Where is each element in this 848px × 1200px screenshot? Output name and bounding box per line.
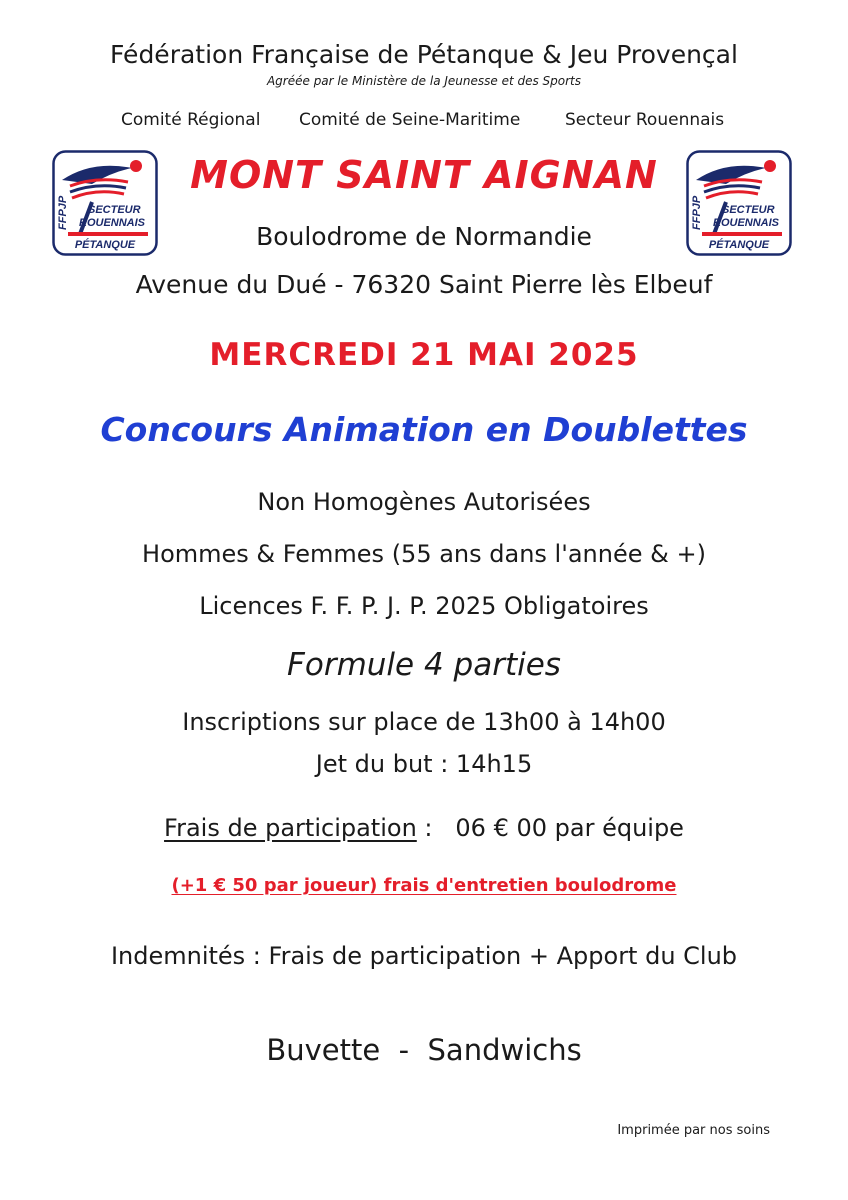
logo-line2: ROUENNAIS [713,217,780,229]
logo-side-text: FFPJP [57,195,69,230]
refreshments: Buvette - Sandwichs [266,1033,582,1067]
committee-sector: Secteur Rouennais [565,110,725,130]
event-address: Avenue du Dué - 76320 Saint Pierre lès Elbeuf [135,270,713,299]
federation-title: Fédération Française de Pétanque & Jeu Provençal [110,40,738,69]
committee-regional: Comité Régional [121,110,261,130]
condition-licences: Licences F. F. P. J. P. 2025 Obligatoires [199,592,649,620]
compensation: Indemnités : Frais de participation + Apport du Club [110,942,738,970]
event-formula: Formule 4 parties [287,647,561,683]
logo-side-text: FFPJP [691,195,703,230]
fees-value: : 06 € 00 par équipe [424,814,684,842]
logo-bottom-text: PÉTANQUE [74,239,136,251]
logo-bottom-text: PÉTANQUE [708,239,770,251]
agreement-subtitle: Agréée par le Ministère de la Jeunesse et des Sports [266,74,582,88]
maintenance-fee: (+1 € 50 par joueur) frais d'entretien boulodrome [171,875,677,896]
participation-fees [0,814,848,842]
committee-seine-maritime: Comité de Seine-Maritime [299,110,521,130]
contest-title: Concours Animation en Doublettes [100,410,748,449]
condition-teams: Non Homogènes Autorisées [257,488,591,516]
committees-row [0,110,848,134]
event-venue: Boulodrome de Normandie [256,222,592,251]
logo-line1: SECTEUR [722,204,775,216]
printed-note: Imprimée par nos soins [617,1123,770,1138]
event-city: MONT SAINT AIGNAN [190,153,658,197]
logo-line2: ROUENNAIS [79,217,146,229]
start-time: Jet du but : 14h15 [315,750,533,778]
logo-line1: SECTEUR [88,204,141,216]
condition-players: Hommes & Femmes (55 ans dans l'année & +) [142,540,706,568]
event-date: MERCREDI 21 MAI 2025 [209,337,639,373]
fees-label: Frais de participation [164,814,417,842]
registration-hours: Inscriptions sur place de 13h00 à 14h00 [182,708,666,736]
